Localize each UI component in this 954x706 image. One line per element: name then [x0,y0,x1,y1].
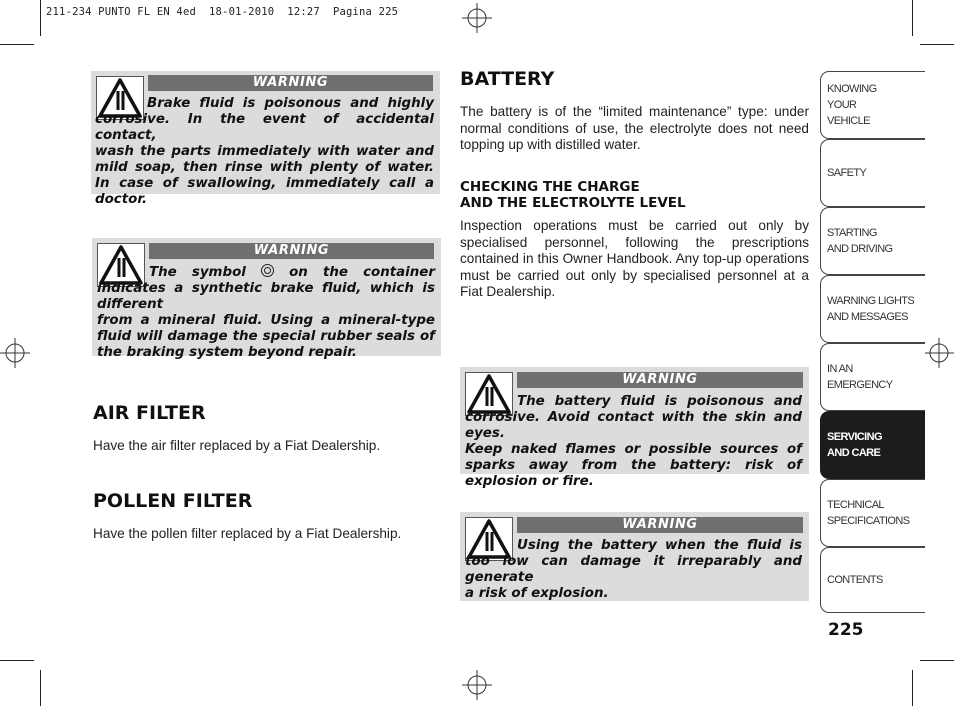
charge-subtitle-line-1: CHECKING THE CHARGE [460,179,640,195]
tab-label-line: SAFETY [827,167,867,179]
warning-text-first-a: The symbol [149,265,246,280]
tab-label-line: EMERGENCY [827,379,893,391]
print-header: 211-234 PUNTO FL EN 4ed 18-01-2010 12:27 Pagina 225 [46,6,399,18]
warning-text-rest: a risk of explosion. [465,586,609,601]
charge-subtitle-line-2: AND THE ELECTROLYTE LEVEL [460,195,686,211]
tab-safety[interactable] [820,139,925,207]
tab-label-line: AND CARE [827,447,881,459]
synthetic-fluid-symbol-icon [261,264,274,277]
tab-label-line: VEHICLE [827,115,870,127]
tab-warning-lights-and-messages[interactable] [820,275,925,343]
warning-text [95,96,434,208]
warning-text-first: Brake fluid is poisonous and highly corrosive. In the event of accidental contact, [95,96,434,143]
tab-label-line: KNOWING [827,83,877,95]
tab-knowing-your-vehicle[interactable] [820,71,925,139]
page-number: 225 [828,620,864,640]
registration-mark-icon [462,3,492,33]
tab-technical-specifications[interactable] [820,479,925,547]
registration-mark-icon [462,670,492,700]
tab-label-line: STARTING [827,227,877,239]
charge-subtitle [460,179,686,211]
warning-text-rest: wash the parts immediately with water and mild soap, then rinse with plenty of water. In case of swallowing, immediately call a doctor. [95,144,434,207]
crop-mark [40,0,41,36]
crop-mark [0,44,34,45]
tab-label-line: SERVICING [827,431,882,443]
battery-title: BATTERY [460,68,555,90]
tab-label-line: SPECIFICATIONS [827,515,910,527]
tab-contents[interactable] [820,547,925,613]
tab-label-line: WARNING LIGHTS [827,295,915,307]
crop-mark [912,670,913,706]
warning-text [465,394,802,490]
warning-text [97,264,435,361]
battery-intro: The battery is of the “limited maintenance” type: under normal conditions of use, the electrolyte does not need topping up with distilled water. [460,104,809,152]
registration-mark-icon [924,338,954,368]
warning-label: WARNING [149,243,434,259]
tab-in-an-emergency[interactable] [820,343,925,411]
warning-text-rest: from a mineral fluid. Using a mineral-type fluid will damage the special rubber seals of the braking system beyond repair. [97,313,435,360]
tab-label-line: YOUR [827,99,857,111]
tab-label-line: TECHNICAL [827,499,884,511]
charge-text: Inspection operations must be carried out only by specialised personnel, following the prescriptions contained in this Owner Handbook. Any top-up operations must be carried out only by specialised personnel at a Fiat Dealership. [460,218,809,299]
tab-label-line: IN AN [827,363,853,375]
tab-label-line: AND DRIVING [827,243,893,255]
warning-text-first-b: on the container indicates a synthetic brake fluid, which is different [97,265,435,312]
crop-mark [920,660,954,661]
warning-box-low-fluid [460,512,809,601]
crop-mark [40,670,41,706]
crop-mark [912,0,913,36]
warning-label: WARNING [517,517,803,533]
warning-text-first [97,264,435,313]
warning-text-rest: Keep naked flames or possible sources of sparks away from the battery: risk of explosion or fire. [465,442,802,489]
warning-box-synthetic-fluid [92,238,441,360]
warning-label: WARNING [148,75,433,91]
warning-text-first: Using the battery when the fluid is too low can damage it irreparably and generate [465,538,802,585]
warning-text-first: The battery fluid is poisonous and corrosive. Avoid contact with the skin and eyes. [465,394,802,441]
air-filter-text: Have the air filter replaced by a Fiat Dealership. [93,438,381,453]
air-filter-title: AIR FILTER [93,402,206,424]
warning-box-brake-fluid [91,71,440,207]
pollen-filter-text: Have the pollen filter replaced by a Fiat Dealership. [93,526,402,541]
registration-mark-icon [0,338,30,368]
crop-mark [920,44,954,45]
warning-box-battery-fluid [460,367,809,489]
pollen-filter-title: POLLEN FILTER [93,490,253,512]
tab-servicing-and-care[interactable] [820,411,925,479]
tab-label-line: CONTENTS [827,574,883,586]
warning-label: WARNING [517,372,803,388]
tab-label-line: AND MESSAGES [827,311,908,323]
crop-mark [0,660,34,661]
tab-starting-and-driving[interactable] [820,207,925,275]
warning-text [465,538,802,602]
